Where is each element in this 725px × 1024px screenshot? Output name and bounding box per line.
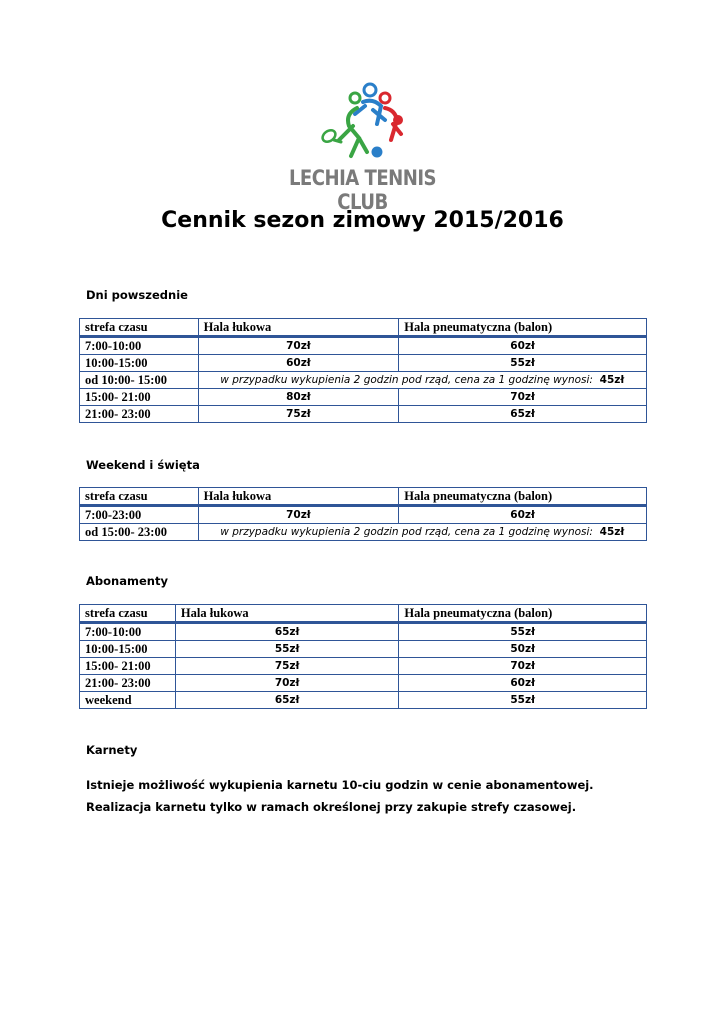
balon-price: 70zł [399,658,647,675]
table-row [80,506,647,524]
time-cell: 10:00-15:00 [80,355,199,372]
time-cell: 7:00-10:00 [80,337,199,355]
hala-price: 70zł [198,337,399,355]
discount-note [198,372,646,389]
hala-price: 60zł [198,355,399,372]
table-row [80,658,647,675]
discount-note-text: w przypadku wykupienia 2 godzin pod rząd, cena za 1 godzinę wynosi: [220,526,593,538]
hala-price: 80zł [198,389,399,406]
table-header-row [80,488,647,506]
hala-price: 70zł [175,675,398,692]
table-row [80,692,647,709]
discount-price: 45zł [599,526,625,538]
header-time: strefa czasu [80,605,176,623]
header-time: strefa czasu [80,319,199,337]
hala-price: 70zł [198,506,399,524]
header-hala: Hala łukowa [198,319,399,337]
table-row [80,675,647,692]
header-hala: Hala łukowa [198,488,399,506]
table-row [80,641,647,658]
table-row [80,623,647,641]
balon-price: 65zł [399,406,647,423]
header-time: strefa czasu [80,488,199,506]
section-heading-weekdays: Dni powszednie [86,288,188,302]
time-cell: 7:00-10:00 [80,623,176,641]
karnety-description: Istnieje możliwość wykupienia karnetu 10-ciu godzin w cenie abonamentowej. Realizacja karnetu tylko w ramach określonej przy zakupie strefy czasowej. [86,778,594,814]
balon-price: 60zł [399,337,647,355]
logo-text: LECHIA TENNIS CLUB [288,166,437,214]
section-heading-abonamenty: Abonamenty [86,574,168,588]
weekend-price-table [79,487,647,541]
table-row [80,406,647,423]
table-row [80,524,647,541]
header-balon: Hala pneumatyczna (balon) [399,605,647,623]
hala-price: 65zł [175,623,398,641]
table-row [80,372,647,389]
header-hala: Hala łukowa [175,605,398,623]
hala-price: 65zł [175,692,398,709]
discount-note [198,524,646,541]
hala-price: 55zł [175,641,398,658]
table-header-row [80,605,647,623]
subscription-price-table [79,604,647,709]
time-cell: 10:00-15:00 [80,641,176,658]
time-cell: 21:00- 23:00 [80,406,199,423]
balon-price: 55zł [399,623,647,641]
weekday-price-table [79,318,647,423]
time-cell: od 15:00- 23:00 [80,524,199,541]
club-logo [270,80,455,214]
time-cell: weekend [80,692,176,709]
balon-price: 60zł [399,675,647,692]
table-header-row [80,319,647,337]
section-heading-weekend: Weekend i święta [86,458,200,472]
balon-price: 70zł [399,389,647,406]
hala-price: 75zł [175,658,398,675]
time-cell: 7:00-23:00 [80,506,199,524]
time-cell: 21:00- 23:00 [80,675,176,692]
time-cell: 15:00- 21:00 [80,389,199,406]
header-balon: Hala pneumatyczna (balon) [399,319,647,337]
balon-price: 50zł [399,641,647,658]
balon-price: 55zł [399,355,647,372]
tennis-players-icon [315,80,410,165]
discount-price: 45zł [599,374,625,386]
discount-note-text: w przypadku wykupienia 2 godzin pod rząd, cena za 1 godzinę wynosi: [220,374,593,386]
time-cell: 15:00- 21:00 [80,658,176,675]
table-row [80,337,647,355]
section-heading-karnety: Karnety [86,743,138,757]
table-row [80,355,647,372]
balon-price: 60zł [399,506,647,524]
header-balon: Hala pneumatyczna (balon) [399,488,647,506]
table-row [80,389,647,406]
balon-price: 55zł [399,692,647,709]
page-title: Cennik sezon zimowy 2015/2016 [161,208,564,233]
time-cell: od 10:00- 15:00 [80,372,199,389]
hala-price: 75zł [198,406,399,423]
